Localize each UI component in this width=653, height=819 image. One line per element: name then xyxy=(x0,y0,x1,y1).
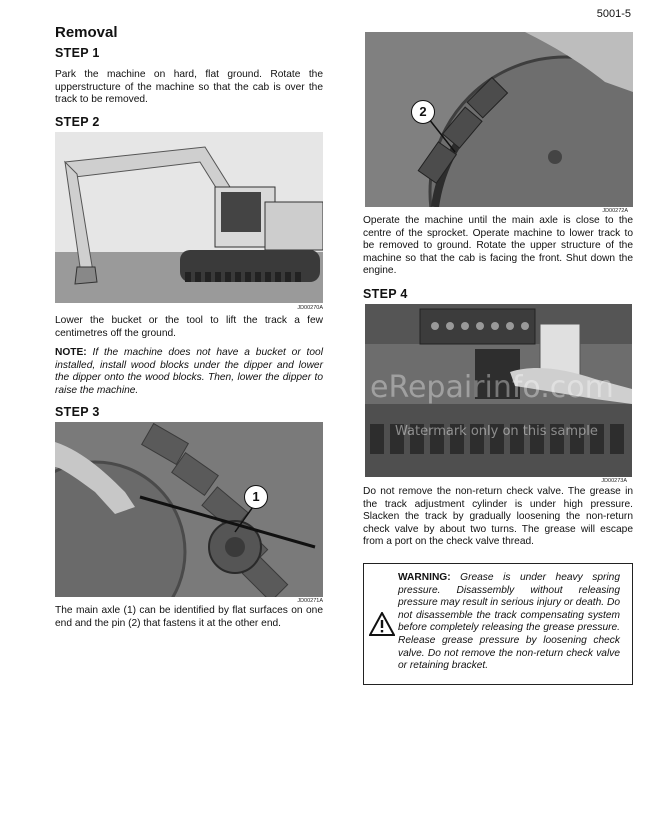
step4-photo-caption: JD00273A xyxy=(601,478,627,484)
warning-box xyxy=(363,563,633,685)
callout-2: 2 xyxy=(411,100,435,124)
section-title: Removal xyxy=(55,24,118,41)
check-valve-photo xyxy=(365,304,632,477)
step2-note xyxy=(55,347,323,397)
warning-triangle-icon xyxy=(369,612,395,636)
step1-heading: STEP 1 xyxy=(55,46,100,60)
page-number: 5001-5 xyxy=(596,8,631,20)
note-label: NOTE: xyxy=(55,347,87,358)
step4-heading: STEP 4 xyxy=(363,287,408,301)
main-axle-photo xyxy=(55,422,323,597)
excavator-photo xyxy=(55,132,323,303)
note-text: If the machine does not have a bucket or tool installed, install wood blocks under the dipper and lower the dipper onto the wood blocks. Then, lower the dipper to raise the machine. xyxy=(55,347,323,396)
sprocket-pin-photo xyxy=(365,32,633,207)
step2-photo-caption: JD00270A xyxy=(297,305,323,311)
warning-text xyxy=(398,572,620,673)
watermark-small: Watermark only on this sample xyxy=(395,424,598,439)
warning-label: WARNING: xyxy=(398,572,451,583)
callout-1: 1 xyxy=(244,485,268,509)
step1-text: Park the machine on hard, flat ground. Rotate the upperstructure of the machine so that the cab is over the track to be removed. xyxy=(55,69,323,106)
watermark: eRepairinfo.com xyxy=(370,370,614,405)
operate-machine-text: Operate the machine until the main axle is close to the centre of the sprocket. Operate machine to lower track to be removed to ground. Rotate the upper structure of the machine so that the cab is facing the front. Shut down the engine. xyxy=(363,215,633,277)
warning-body: Grease is under heavy spring pressure. Disassembly without releasing pressure may result in serious injury or death. Do not disassemble the track compensating system before completely releasing the grease pressure. Release grease pressure by loosening check valve. Do not remove the non-return check valve or retaining bracket. xyxy=(398,572,620,672)
step2-text: Lower the bucket or the tool to lift the track a few centimetres off the ground. xyxy=(55,315,323,339)
step3-photo-caption: JD00271A xyxy=(297,598,323,604)
step2-heading: STEP 2 xyxy=(55,115,100,129)
top-photo-caption: JD00272A xyxy=(602,208,628,214)
step3-text: The main axle (1) can be identified by flat surfaces on one end and the pin (2) that fastens it at the other end. xyxy=(55,605,323,629)
step4-text: Do not remove the non-return check valve. The grease in the track adjustment cylinder is under high pressure. Slacken the track by gradually loosening the non-return check valve by about two turns. The grease will escape from a port on the check valve thread. xyxy=(363,486,633,548)
step3-heading: STEP 3 xyxy=(55,405,100,419)
